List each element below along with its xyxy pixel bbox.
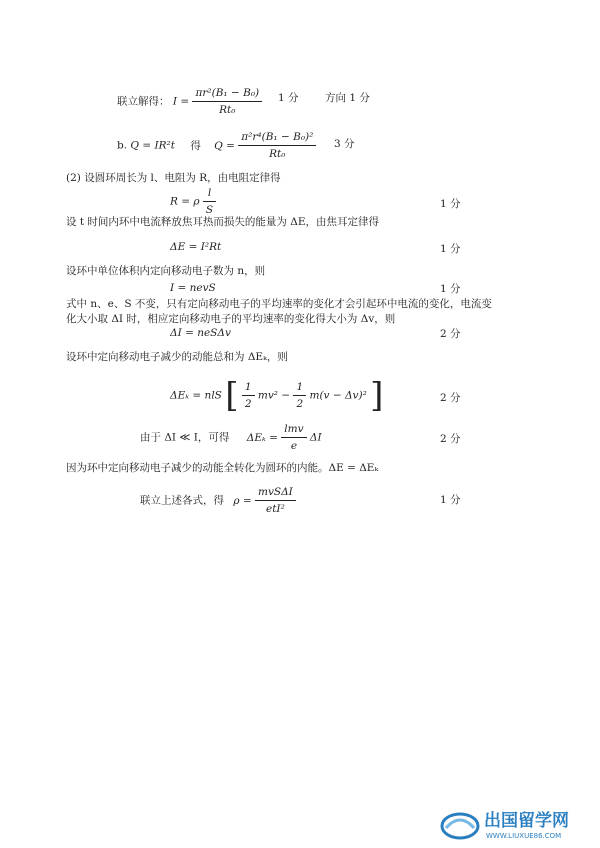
numerator: lmv [281, 422, 306, 438]
score: 2 分 [440, 328, 461, 340]
term: ΔI [309, 431, 322, 444]
fraction [281, 422, 306, 453]
delta-current-eq: ΔI = neSΔv [170, 327, 231, 339]
score: 1 分 [440, 198, 461, 210]
resistance-eq [170, 186, 216, 217]
approx-line [140, 422, 322, 453]
label: 联立解得： [117, 95, 170, 108]
solve-line [117, 86, 262, 117]
right-bracket: ] [370, 375, 384, 416]
fraction [203, 186, 216, 217]
term: mv² [257, 389, 278, 402]
paragraph: 设环中定向移动电子减少的动能总和为 ΔEₖ，则 [66, 351, 288, 363]
denominator: 2 [296, 398, 304, 410]
numerator: l [203, 186, 216, 202]
paragraph: 化大小取 ΔI 时，相应定向移动电子的平均速率的变化得大小为 Δv，则 [66, 313, 396, 325]
label: 由于 ΔI ≪ I，可得 [140, 431, 230, 444]
eq-lhs: I = [172, 95, 190, 108]
denominator: 2 [244, 398, 252, 410]
heat-line [117, 130, 316, 161]
fraction [293, 380, 306, 411]
operator: − [281, 389, 291, 402]
denominator: S [205, 204, 214, 216]
label: 联立上述各式，得 [140, 494, 224, 507]
paragraph: 设环中单位体积内定向移动电子数为 n，则 [66, 265, 266, 277]
score: 1 分 [440, 243, 461, 255]
score: 1 分 [278, 92, 299, 104]
site-logo [440, 806, 590, 842]
direction-score: 方向 1 分 [325, 92, 370, 104]
score: 3 分 [334, 138, 355, 150]
eq-lhs: ΔEₖ = [246, 431, 278, 444]
eq-lhs: R = ρ [170, 195, 200, 208]
fraction [238, 130, 316, 161]
fraction [242, 380, 255, 411]
paragraph: (2) 设圆环周长为 l、电阻为 R，由电阻定律得 [66, 172, 281, 184]
eq-lhs: ρ = [233, 494, 252, 507]
denominator: Rt₀ [269, 148, 286, 160]
numerator: mvSΔI [255, 485, 296, 501]
equation: Q = IR²t [130, 139, 175, 152]
eq-lhs: ΔEₖ = nlS [170, 389, 222, 402]
svg-text:WWW.LIUXUE86.COM: WWW.LIUXUE86.COM [486, 832, 562, 840]
paragraph: 设 t 时间内环中电流释放焦耳热而损失的能量为 ΔE，由焦耳定律得 [66, 216, 379, 228]
numerator: 1 [242, 380, 255, 396]
fraction [192, 86, 262, 117]
logo-icon [440, 806, 590, 842]
score: 2 分 [440, 392, 461, 404]
numerator: πr²(B₁ − B₀) [192, 86, 262, 102]
term: m(v − Δv)² [309, 389, 367, 402]
fraction [255, 485, 296, 516]
final-line [140, 485, 296, 516]
denominator: Rt₀ [219, 104, 236, 116]
paragraph: 因为环中定向移动电子减少的动能全转化为圆环的内能。ΔE = ΔEₖ [66, 462, 379, 474]
numerator: π²r⁴(B₁ − B₀)² [238, 130, 316, 146]
eq-lhs: Q = [214, 139, 235, 152]
numerator: 1 [293, 380, 306, 396]
score: 2 分 [440, 433, 461, 445]
denominator: e [290, 440, 298, 452]
score: 1 分 [440, 283, 461, 295]
denominator: etI² [266, 503, 285, 515]
kinetic-energy-eq [170, 375, 384, 416]
left-bracket: [ [225, 375, 239, 416]
item-label: b. [117, 139, 128, 152]
score: 1 分 [440, 494, 461, 506]
joule-eq: ΔE = I²Rt [170, 241, 222, 253]
current-eq: I = nevS [170, 282, 216, 294]
paragraph: 式中 n、e、S 不变，只有定向移动电子的平均速率的变化才会引起环中电流的变化，电流变 [66, 298, 492, 310]
connector: 得 [190, 139, 201, 152]
svg-text:出国留学网: 出国留学网 [484, 811, 569, 831]
